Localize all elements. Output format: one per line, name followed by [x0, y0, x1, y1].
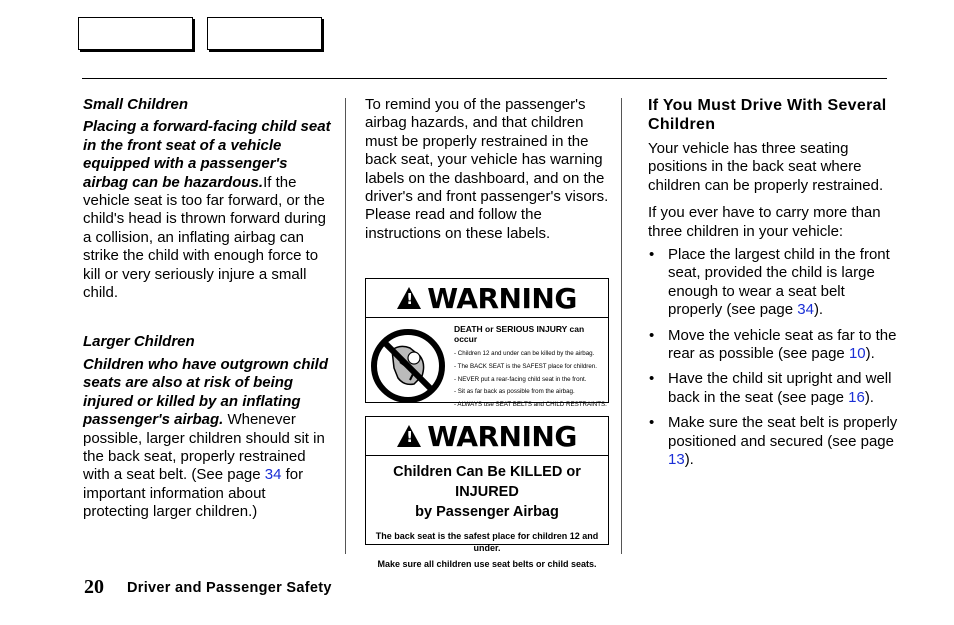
- list-item-text-end: ).: [865, 345, 875, 363]
- larger-children-text-b: for important information about protecting larger children.): [83, 466, 304, 521]
- bullet-icon: •: [649, 326, 655, 344]
- warning-header-text: WARNING: [427, 281, 577, 315]
- page-link-10[interactable]: 10: [848, 345, 866, 363]
- more-children-paragraph: If you ever have to carry more than three children in your vehicle:: [648, 204, 881, 240]
- list-item: [648, 370, 898, 407]
- list-item-text-end: ).: [813, 301, 824, 319]
- page-number: 20: [84, 576, 104, 598]
- list-item-text: Move the vehicle seat as far to the rear as possible (see page: [668, 326, 897, 363]
- warning-line: - Sit as far back as possible from the airbag.: [454, 388, 575, 396]
- list-item: [648, 327, 898, 364]
- warning-line: - NEVER put a rear-facing child seat in the front.: [454, 375, 587, 383]
- column-divider-right: [621, 98, 622, 554]
- warning-title-line2: by Passenger Airbag: [415, 504, 559, 520]
- prev-page-button[interactable]: [78, 17, 193, 50]
- warning-title: [366, 462, 608, 522]
- warning-triangle-icon: !: [397, 287, 421, 309]
- warning-triangle-icon: !: [397, 425, 421, 447]
- page-link-34[interactable]: 34: [264, 466, 282, 484]
- list-item-text-end: ).: [864, 388, 874, 406]
- bullet-icon: •: [649, 246, 655, 264]
- several-children-heading: If You Must Drive With Several Children: [648, 97, 887, 133]
- column-middle: [365, 96, 610, 243]
- no-child-seat-icon: [370, 328, 446, 404]
- list-item-text-end: ).: [684, 451, 694, 469]
- column-left: [83, 96, 331, 522]
- warning-line: Make sure all children use seat belts or child seats.: [377, 559, 597, 569]
- list-item: [648, 414, 898, 469]
- warning-line: - Children 12 and under can be killed by the airbag.: [454, 350, 595, 357]
- list-item-text: Have the child sit upright and well back in the seat (see page: [668, 370, 892, 406]
- page-link-13[interactable]: 13: [668, 451, 685, 469]
- section-title: Driver and Passenger Safety: [127, 580, 332, 596]
- column-right: [648, 96, 898, 477]
- larger-children-heading: Larger Children: [83, 333, 195, 351]
- warning-label-visor: [365, 416, 609, 569]
- small-children-text: If the vehicle seat is too far forward, or the child's head is thrown forward during a collision, an inflating airbag can strike the child with enough force to kill or very seriously injure a small child.: [83, 173, 326, 302]
- instructions-list: [648, 246, 898, 469]
- list-item-text: Make sure the seat belt is properly positioned and secured (see page: [668, 414, 898, 450]
- small-children-heading: Small Children: [83, 96, 189, 113]
- page-link-34[interactable]: 34: [797, 301, 814, 319]
- list-item-text: Place the largest child in the front seat, provided the child is large enough to wear a seat belt properly (see page: [668, 246, 890, 319]
- next-page-button[interactable]: [207, 17, 322, 50]
- list-item: [648, 246, 898, 320]
- warning-header-text: WARNING: [427, 419, 577, 453]
- warning-label-dashboard: [365, 278, 609, 409]
- larger-children-text-a: Whenever possible, larger children should sit in the back seat, properly restrained with a seat belt. (See page: [83, 411, 325, 484]
- column-divider-left: [345, 98, 346, 554]
- warning-title-line1: Children Can Be KILLED or INJURED: [393, 464, 581, 500]
- warning-header: [366, 279, 608, 318]
- warning-line: - ALWAYS use SEAT BELTS and CHILD RESTRAINTS.: [454, 401, 607, 409]
- warning-line: The back seat is the safest place for children 12 and under.: [375, 531, 599, 553]
- small-children-warning: Placing a forward-facing child seat in the front seat of a vehicle equipped with a passenger's airbag can be hazardous.: [83, 118, 331, 191]
- warning-header: [366, 417, 608, 456]
- warning-line: - The BACK SEAT is the SAFEST place for children.: [454, 362, 597, 370]
- bullet-icon: •: [649, 370, 655, 388]
- seating-paragraph: Your vehicle has three seating positions in the back seat where children can be properly restrained.: [648, 140, 884, 194]
- small-children-paragraph: [83, 118, 331, 302]
- bullet-icon: •: [649, 414, 655, 432]
- reminder-paragraph: To remind you of the passenger's airbag hazards, and that children must be properly restrained in the back seat, your vehicle has warning labels on the dashboard, and on the driver's and front passenger's visors. Please read and follow the instructions on these labels.: [365, 96, 609, 242]
- page-link-16[interactable]: 16: [848, 388, 865, 406]
- larger-children-paragraph: [83, 356, 331, 522]
- larger-children-warning: Children who have outgrown child seats are also at risk of being injured or killed by an inflating passenger's airbag.: [83, 355, 329, 429]
- warning-title: DEATH or SERIOUS INJURY can occur: [454, 324, 585, 344]
- header-divider: [82, 78, 887, 79]
